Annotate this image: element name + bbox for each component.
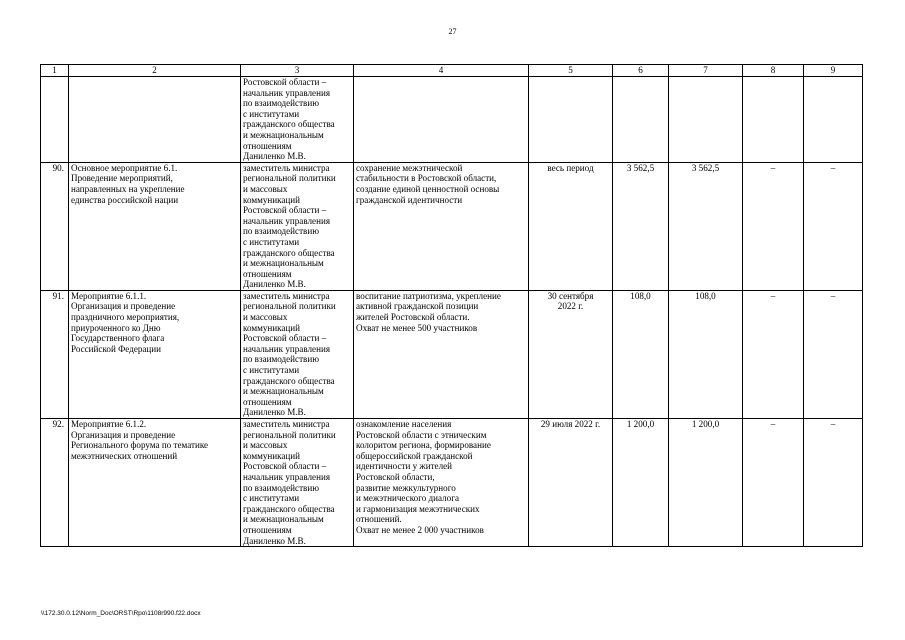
responsible-cell-line: гражданского общества [243,119,335,130]
responsible-cell-line: коммуникаций [243,450,301,461]
responsible-cell-line: заместитель министра [243,419,330,429]
file-path-footer: \\172.30.0.12\Norm_Doc\ORST\Rpo\1108r990.f22.docx [41,610,201,617]
responsible-cell-line: отношениям [243,268,292,279]
responsible-cell-line: и межнациональным [243,386,324,397]
program-table [40,64,863,547]
table-row [41,290,863,418]
expected-result-cell-line: отношений. [356,514,402,525]
event-name-cell-line: межэтнических отношений [71,450,178,461]
responsible-cell-line: гражданского общества [243,375,335,386]
responsible-cell-line: Ростовской области – [243,77,327,87]
expected-result-cell-line: Ростовской области с этническим [356,429,487,440]
responsible-cell-line: отношениям [243,524,292,535]
expected-result-cell-line: колоритом региона, формирование [356,440,491,451]
responsible-cell-line: коммуникаций [243,322,301,333]
event-name-cell-line: Мероприятие 6.1.1. [71,290,147,301]
amount-col-9 [804,77,863,163]
header-col-8: 8 [743,65,804,77]
amount-col-6: 108,0 [613,290,669,418]
responsible-cell-line: и межнациональным [243,129,324,140]
event-name-cell-line: Основное мероприятие 6.1. [71,162,178,173]
responsible-cell-line: коммуникаций [243,194,301,205]
expected-result-cell [354,419,529,547]
event-name-cell-line: приуроченного ко Дню [71,322,161,333]
event-name-cell [69,290,241,418]
responsible-cell-line: гражданского общества [243,247,335,258]
expected-result-cell-line: Охват не менее 500 участников [356,322,478,333]
deadline-cell-line: весь период [547,162,594,173]
amount-col-7 [669,77,743,163]
responsible-cell-line: Даниленко М.В. [243,535,306,546]
responsible-cell-line: Ростовской области – [243,333,327,344]
amount-col-9: – [804,162,863,290]
header-col-9: 9 [804,65,863,77]
responsible-cell [241,162,354,290]
amount-col-7: 3 562,5 [669,162,743,290]
deadline-cell-line: 30 сентября [547,290,594,301]
header-col-3: 3 [241,65,354,77]
expected-result-cell-line: воспитание патриотизма, укрепление [356,290,501,301]
event-name-cell-line: Проведение мероприятий, [71,173,173,184]
expected-result-cell-line: Ростовской области, [356,471,435,482]
responsible-cell-line: Даниленко М.В. [243,407,306,418]
row-number: 90. [41,162,69,290]
responsible-cell-line: с институтами [243,108,300,119]
responsible-cell-line: Даниленко М.В. [243,151,306,162]
responsible-cell-line: начальник управления [243,471,330,482]
event-name-cell-line: Организация и проведение [71,301,176,312]
header-col-2: 2 [69,65,241,77]
responsible-cell-line: гражданского общества [243,503,335,514]
header-col-5: 5 [529,65,613,77]
responsible-cell [241,290,354,418]
row-number: 91. [41,290,69,418]
expected-result-cell [354,290,529,418]
deadline-cell [529,162,613,290]
responsible-cell-line: с институтами [243,236,300,247]
deadline-cell-line: 2022 г. [557,301,584,312]
expected-result-cell-line: стабильности в Ростовской области, [356,173,497,184]
responsible-cell [241,419,354,547]
responsible-cell-line: Даниленко М.В. [243,279,306,290]
amount-col-7: 1 200,0 [669,419,743,547]
responsible-cell-line: начальник управления [243,87,330,98]
expected-result-cell-line: и межэтнического диалога [356,493,459,504]
responsible-cell-line: по взаимодействию [243,354,320,365]
table-row [41,162,863,290]
deadline-cell-line: 29 июля 2022 г. [540,419,601,429]
expected-result-cell-line: общероссийской гражданской [356,450,473,461]
header-col-6: 6 [613,65,669,77]
event-name-cell-line: единства российской нации [71,194,179,205]
event-name-cell-line: Российской Федерации [71,343,162,354]
header-col-4: 4 [354,65,529,77]
expected-result-cell-line: активной гражданской позиции [356,301,479,312]
responsible-cell-line: и массовых [243,183,288,194]
header-col-1: 1 [41,65,69,77]
table-row [41,419,863,547]
deadline-cell [529,419,613,547]
event-name-cell-line: направленных на укрепление [71,183,185,194]
expected-result-cell [354,162,529,290]
responsible-cell-line: по взаимодействию [243,482,320,493]
responsible-cell-line: региональной политики [243,173,336,184]
event-name-cell-line: Государственного флага [71,333,165,344]
amount-col-8: – [743,419,804,547]
event-name-cell-line: Мероприятие 6.1.2. [71,419,147,429]
event-name-cell-line: Регионального форума по тематике [71,440,209,451]
header-row [41,65,863,77]
expected-result-cell-line: сохранение межэтнической [356,162,463,173]
deadline-cell [529,290,613,418]
responsible-cell-line: региональной политики [243,429,336,440]
expected-result-cell-line: гражданской идентичности [356,194,463,205]
amount-col-7: 108,0 [669,290,743,418]
row-number: 92. [41,419,69,547]
amount-col-6: 3 562,5 [613,162,669,290]
event-name-cell [69,77,241,163]
expected-result-cell [354,77,529,163]
responsible-cell-line: заместитель министра [243,162,330,173]
responsible-cell-line: и массовых [243,440,288,451]
responsible-cell-line: региональной политики [243,301,336,312]
expected-result-cell-line: Охват не менее 2 000 участников [356,524,484,535]
table-row [41,77,863,163]
event-name-cell [69,419,241,547]
expected-result-cell-line: жителей Ростовской области. [356,312,470,323]
responsible-cell-line: отношениям [243,396,292,407]
responsible-cell-line: и массовых [243,312,288,323]
responsible-cell [241,77,354,163]
responsible-cell-line: по взаимодействию [243,226,320,237]
event-name-cell-line: Организация и проведение [71,429,176,440]
amount-col-9: – [804,419,863,547]
amount-col-8: – [743,162,804,290]
amount-col-6 [613,77,669,163]
responsible-cell-line: начальник управления [243,215,330,226]
amount-col-8 [743,77,804,163]
responsible-cell-line: Ростовской области – [243,205,327,216]
responsible-cell-line: с институтами [243,493,300,504]
responsible-cell-line: с институтами [243,365,300,376]
responsible-cell-line: и межнациональным [243,514,324,525]
amount-col-6: 1 200,0 [613,419,669,547]
responsible-cell-line: Ростовской области – [243,461,327,472]
deadline-cell [529,77,613,163]
responsible-cell-line: и межнациональным [243,258,324,269]
header-col-7: 7 [669,65,743,77]
expected-result-cell-line: идентичности у жителей [356,461,453,472]
responsible-cell-line: начальник управления [243,343,330,354]
expected-result-cell-line: развитие межкультурного [356,482,456,493]
amount-col-9: – [804,290,863,418]
responsible-cell-line: заместитель министра [243,290,330,301]
expected-result-cell-line: создание единой ценностной основы [356,183,500,194]
responsible-cell-line: отношениям [243,140,292,151]
page-number: 27 [448,27,457,36]
event-name-cell-line: праздничного мероприятия, [71,312,180,323]
amount-col-8: – [743,290,804,418]
expected-result-cell-line: и гармонизация межэтнических [356,503,480,514]
row-number [41,77,69,163]
event-name-cell [69,162,241,290]
expected-result-cell-line: ознакомление населения [356,419,452,429]
responsible-cell-line: по взаимодействию [243,98,320,109]
